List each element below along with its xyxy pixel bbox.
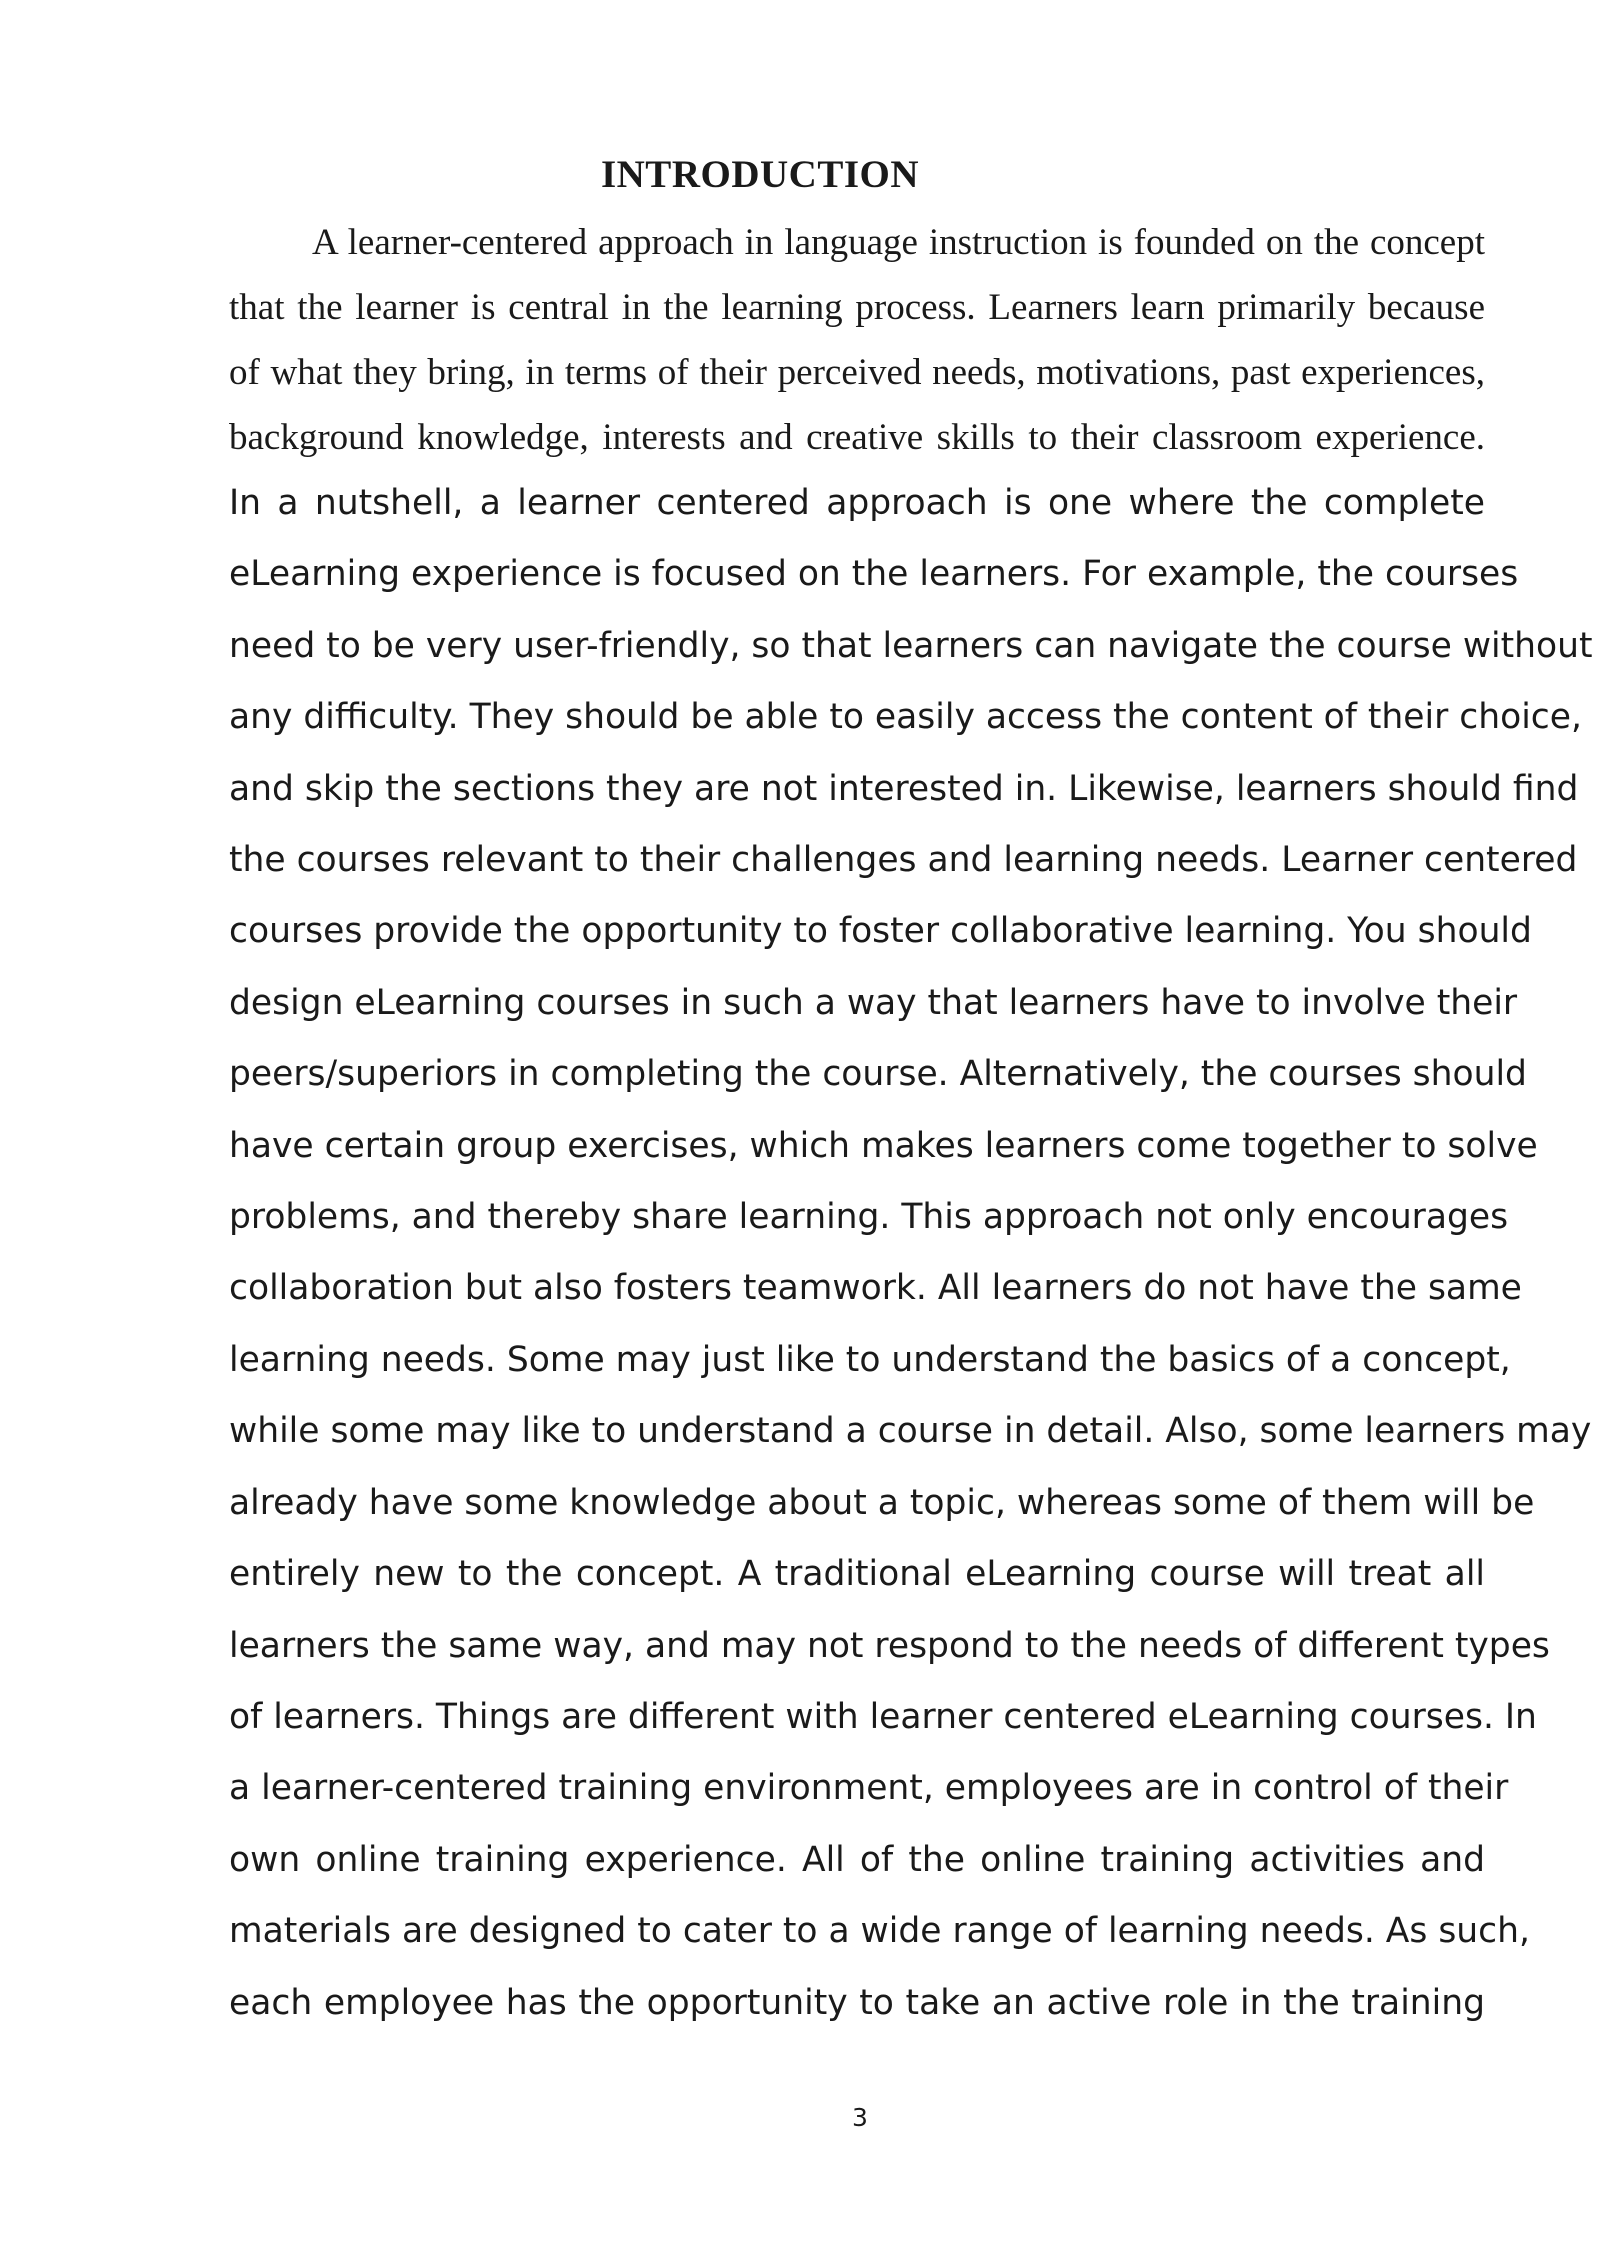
page-heading: INTRODUCTION [600, 153, 920, 196]
text-line: eLearning experience is focused on the learners. For example, the courses [229, 554, 1519, 595]
text-line: A learner-centered approach in language instruction is founded on the concept [312, 222, 1485, 263]
text-line: each employee has the opportunity to take an active role in the training [229, 1982, 1485, 2023]
text-line: of what they bring, in terms of their perceived needs, motivations, past experiences, [229, 352, 1485, 393]
text-line: and skip the sections they are not interested in. Likewise, learners should find [229, 768, 1579, 809]
text-line: design eLearning courses in such a way that learners have to involve their [229, 982, 1518, 1023]
text-line: problems, and thereby share learning. This approach not only encourages [229, 1197, 1509, 1238]
text-line: learning needs. Some may just like to understand the basics of a concept, [229, 1339, 1511, 1380]
text-line: courses provide the opportunity to foster collaborative learning. You should [229, 911, 1532, 952]
text-line: peers/superiors in completing the course. Alternatively, the courses should [229, 1054, 1527, 1095]
text-line: background knowledge, interests and creative skills to their classroom experience. [229, 417, 1485, 458]
text-line: own online training experience. All of the online training activities and [229, 1839, 1485, 1880]
intro-paragraph-serif [229, 210, 1485, 470]
text-line: while some may like to understand a course in detail. Also, some learners may [229, 1411, 1592, 1452]
text-line: already have some knowledge about a topic, whereas some of them will be [229, 1482, 1535, 1523]
intro-paragraph-sans [229, 468, 1593, 2039]
text-line: need to be very user-friendly, so that learners can navigate the course without [229, 625, 1593, 666]
text-line: that the learner is central in the learning process. Learners learn primarily because [229, 287, 1485, 328]
text-line: materials are designed to cater to a wide range of learning needs. As such, [229, 1911, 1530, 1952]
text-line: In a nutshell, a learner centered approach is one where the complete [229, 483, 1485, 523]
page-number: 3 [852, 2103, 868, 2132]
text-line: collaboration but also fosters teamwork. All learners do not have the same [229, 1268, 1522, 1309]
text-line: any difficulty. They should be able to easily access the content of their choice, [229, 697, 1582, 738]
text-line: of learners. Things are different with learner centered eLearning courses. In [229, 1696, 1537, 1737]
text-line: have certain group exercises, which makes learners come together to solve [229, 1125, 1538, 1166]
text-line: learners the same way, and may not respond to the needs of different types [229, 1625, 1550, 1666]
text-line: a learner-centered training environment, employees are in control of their [229, 1768, 1509, 1809]
text-line: the courses relevant to their challenges and learning needs. Learner centered [229, 840, 1578, 881]
text-line: entirely new to the concept. A traditional eLearning course will treat all [229, 1554, 1485, 1595]
